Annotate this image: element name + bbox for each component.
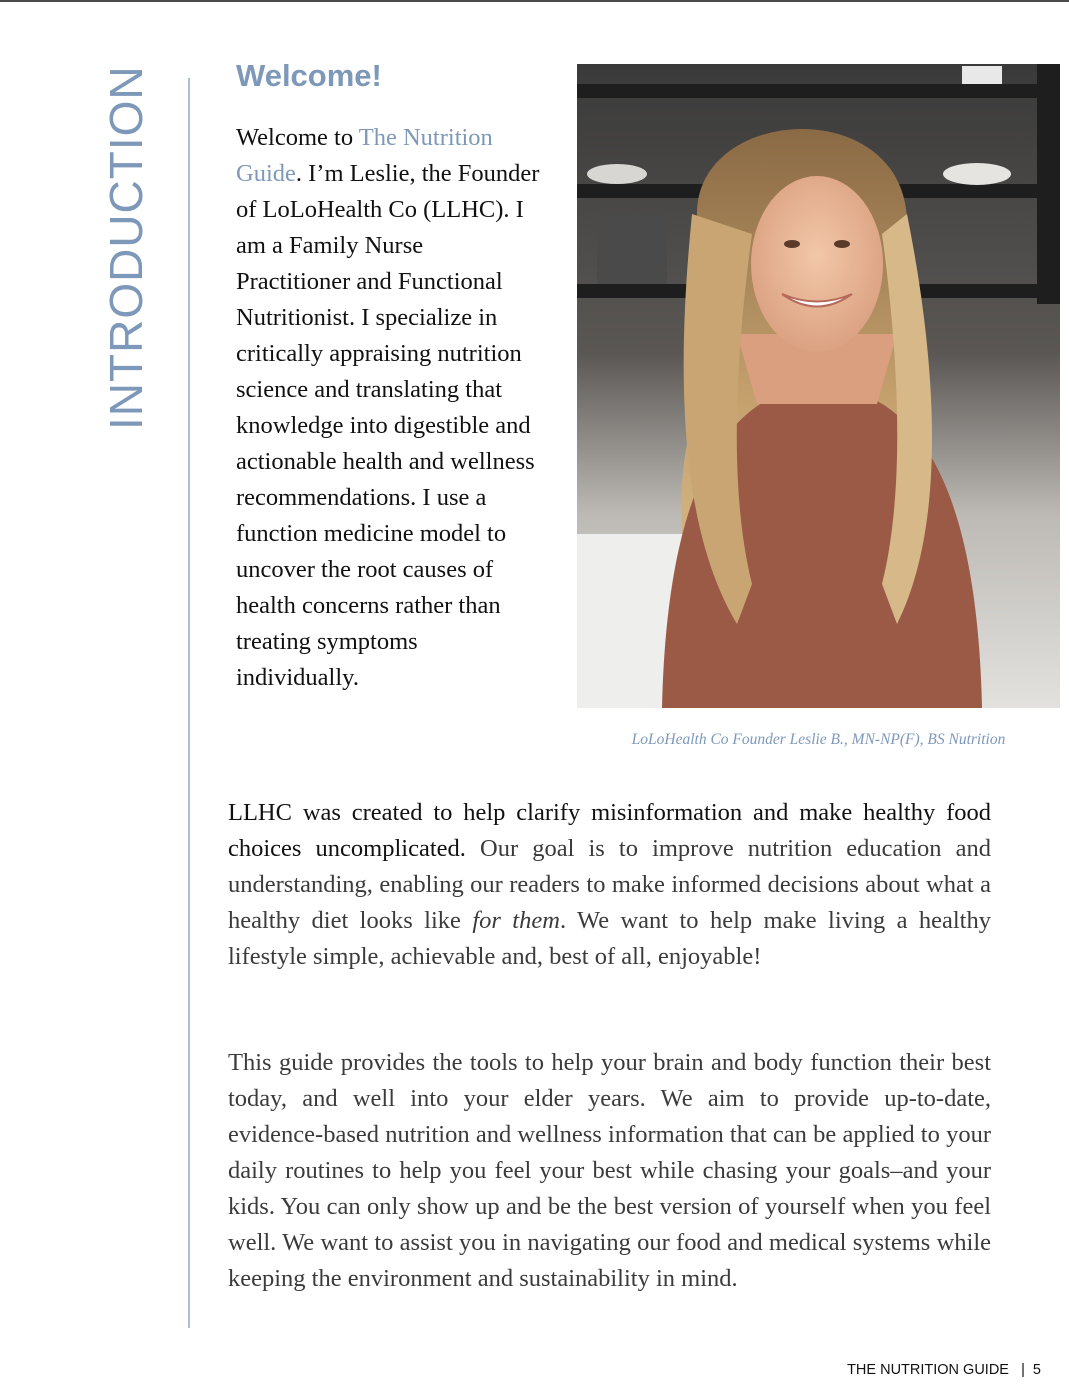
- mission-goal-text: Our goal is to improve nutrition education and understanding, enabling our readers to make informed decisions about what a healthy diet looks like: [228, 835, 991, 934]
- guide-name: The Nutrition Guide: [236, 124, 493, 187]
- top-rule: [0, 0, 1069, 2]
- mission-paragraph: [228, 795, 991, 975]
- mission-emphasis: for them: [472, 907, 560, 934]
- page-number: 5: [1032, 1362, 1041, 1378]
- founder-photo: [577, 64, 1060, 708]
- founder-portrait-illustration: [577, 64, 1060, 708]
- intro-paragraph: [236, 120, 541, 696]
- intro-text-rest: . I’m Leslie, the Founder of LoLoHealth Co (LLHC). I am a Family Nurse Practitioner and Functional Nutritionist. I specialize in critically appraising nutrition science and translating that knowledge into digestible and actionable health and wellness recommendations. I use a function medicine model to uncover the root causes of health concerns rather than treating symptoms individually.: [236, 160, 540, 691]
- footer-separator: |: [1021, 1362, 1025, 1378]
- mission-closing-text: . We want to help make living a healthy lifestyle simple, achievable and, best of all, enjoyable!: [228, 907, 991, 970]
- intro-text-start: Welcome to: [236, 124, 359, 151]
- footer-title: THE NUTRITION GUIDE: [847, 1362, 1009, 1378]
- section-title: INTRODUCTION: [100, 65, 152, 430]
- mission-lead-sentence: LLHC was created to help clarify misinformation and make healthy food choices uncomplicated.: [228, 799, 991, 862]
- photo-caption: LoLoHealth Co Founder Leslie B., MN-NP(F), BS Nutrition: [631, 731, 1006, 748]
- page-footer: [847, 1362, 1041, 1378]
- guide-purpose-paragraph: This guide provides the tools to help your brain and body function their best today, and well into your elder years. We aim to provide up-to-date, evidence-based nutrition and wellness information that can be applied to your daily routines to help you feel your best while chasing your goals–and your kids. You can only show up and be the best version of yourself when you feel well. We want to assist you in navigating our food and medical systems while keeping the environment and sustainability in mind.: [228, 1049, 991, 1292]
- vertical-divider: [188, 78, 190, 1328]
- page-heading: Welcome!: [236, 58, 382, 93]
